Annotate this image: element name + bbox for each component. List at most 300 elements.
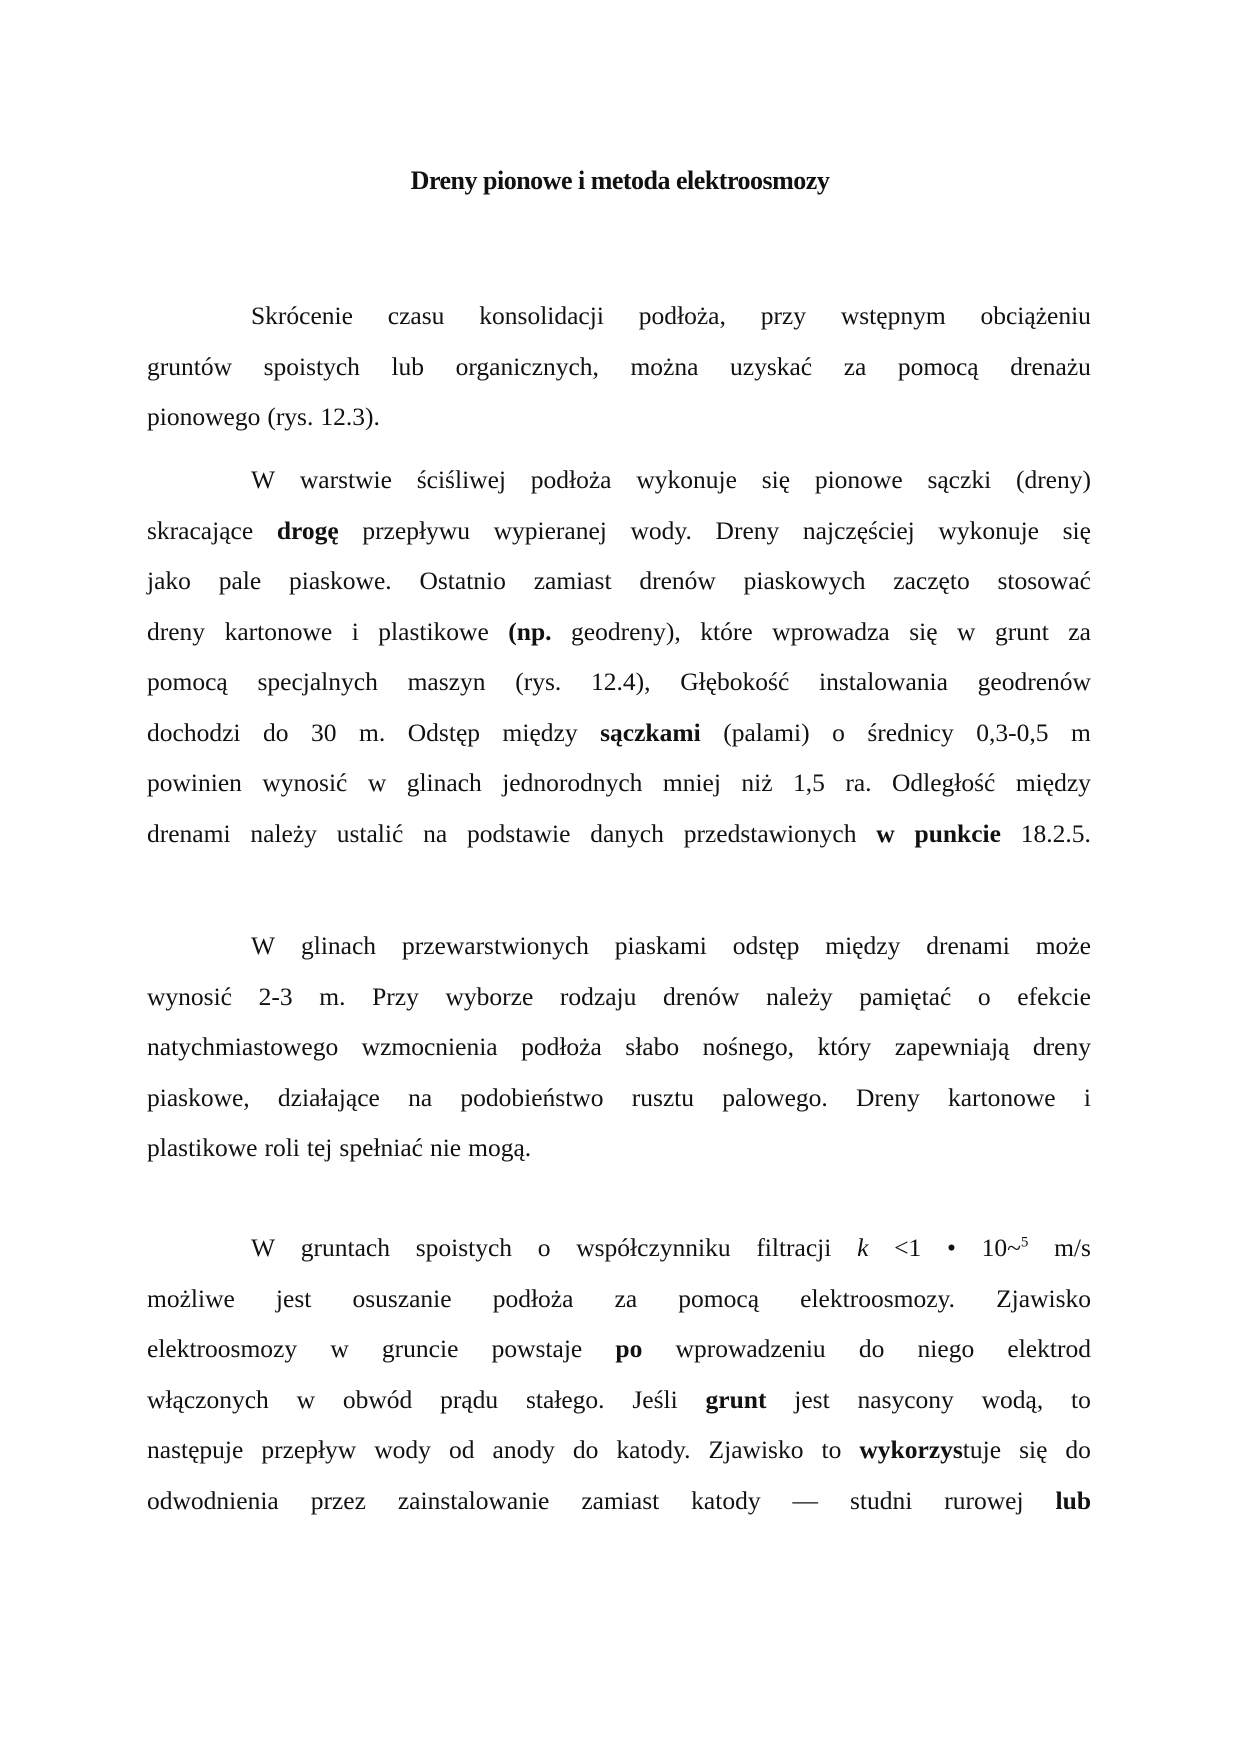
word [251,291,353,342]
text-run: się [1019,1435,1048,1464]
text-run: działające [277,1082,380,1112]
bold-text: w [876,818,895,848]
word [250,809,317,860]
word [147,1375,269,1426]
text-run: może [1035,931,1091,960]
bold-text: po [615,1334,643,1363]
superscript: 5 [1020,1234,1029,1251]
word [440,1375,498,1426]
bold-text: grunt [705,1384,767,1414]
bold-text: (np. [508,616,552,646]
text-run: Zjawisko [996,1283,1091,1313]
text-run: W [251,931,276,960]
word [1021,809,1091,860]
word [278,1073,380,1124]
text-run: zapewniają [894,1032,1010,1061]
text-run: wypieranej [493,515,607,545]
word [508,607,551,658]
text-line [147,1223,1091,1274]
text-run: gruntach [300,1233,390,1262]
word [573,1425,599,1476]
word [821,1425,841,1476]
word [416,1223,512,1274]
word [845,758,871,809]
text-run: jako [147,566,191,595]
text-run: pomocą [897,351,979,381]
text-run: (rys. [267,402,314,431]
text-run: podłoża [492,1283,574,1313]
word [339,1123,423,1174]
text-run: (dreny) [1015,465,1091,494]
text-run: zainstalowanie [397,1485,550,1515]
word [423,809,447,860]
word [957,607,975,658]
word [526,1375,605,1426]
text-run: katody [691,1485,761,1515]
text-run: m/s [1054,1233,1091,1262]
text-run: odstęp [732,931,800,960]
word [730,342,812,393]
bold-text: sączkami [600,717,701,747]
word [257,657,377,708]
text-run: prądu [440,1384,499,1414]
word [417,455,506,506]
text-run: w [367,768,387,797]
text-run: 12.4), [591,667,651,696]
text-run: między [502,717,578,747]
text-run: wyborze [445,981,534,1011]
text-run: katody. [616,1435,691,1464]
word [301,921,376,972]
text-run: wprowadza [772,616,890,646]
text-run: grunt [994,616,1049,646]
paragraph-4 [147,1223,1091,1526]
text-run: piaskowe. [288,566,392,595]
paragraph-2 [147,455,1091,859]
word [576,1223,730,1274]
text-run: ustalić [336,818,404,848]
word [430,1123,461,1174]
word [330,1324,348,1375]
word [147,1274,235,1325]
text-line [147,1375,1091,1426]
text-line [147,1123,1091,1174]
text-run: na [408,1082,433,1112]
text-run: wprowadzeniu [675,1334,826,1363]
text-run: skracające [147,515,254,545]
text-run: zaczęto [893,566,970,595]
word [1019,1425,1047,1476]
word [744,556,866,607]
text-run: podłoża [530,465,612,494]
text-run: sączki [927,465,992,494]
word [147,1476,279,1527]
text-line [147,657,1091,708]
word [1071,1375,1091,1426]
text-line [147,1274,1091,1325]
word [398,1476,550,1527]
text-run: W [251,1233,276,1262]
text-run: gruntów [147,351,232,381]
word [147,657,228,708]
text-run: efekcie [1017,981,1091,1011]
text-run: Głębokość [680,667,790,696]
word [894,1223,921,1274]
word [800,1274,955,1325]
word [300,455,392,506]
word [147,342,232,393]
text-run: możliwe [147,1283,235,1313]
text-run: drenami [926,931,1010,960]
word [844,342,867,393]
text-run: wykonuje [636,465,737,494]
word [352,607,359,658]
text-run: przewarstwionych [401,931,589,960]
text-run: m [1071,717,1091,747]
word [926,921,1010,972]
word [815,455,903,506]
text-run: i [351,616,359,646]
text-run: spoistych [263,351,360,381]
text-run: za [614,1283,638,1313]
word [503,708,578,759]
word [225,607,333,658]
word [591,657,651,708]
word [794,1375,829,1426]
text-run: 10~ [981,1233,1021,1262]
text-run: powstaje [491,1334,583,1363]
word [362,1022,498,1073]
text-run: palowego. [722,1082,828,1112]
text-run: wodą, [981,1384,1044,1414]
word [817,1022,871,1073]
text-run: organicznych, [455,351,599,381]
word [978,972,991,1023]
word [716,506,780,557]
document-title: Dreny pionowe i metoda elektroosmozy [410,166,830,195]
text-run: który [817,1032,872,1061]
text-line [147,506,1091,557]
text-run: za [843,351,867,381]
text-run: wstępnym [840,301,946,330]
bold-text: punkcie [914,818,1001,848]
text-run: do [1065,1435,1091,1464]
text-run: powinien [147,768,242,797]
text-run: i [1083,1082,1091,1112]
text-line [147,291,1091,342]
word [590,809,664,860]
text-run: elektroosmozy [147,1334,298,1363]
word [251,1223,275,1274]
word [918,1324,975,1375]
text-run: pomocą [147,667,228,696]
text-run: — [792,1485,819,1515]
word [147,392,260,443]
text-run: glinach [406,768,482,797]
text-run: m. [319,981,346,1011]
text-run: pionowe [814,465,903,494]
word [147,1022,338,1073]
text-line [147,758,1091,809]
text-run: nie [429,1133,462,1162]
text-run: dreny [147,616,206,646]
word [1084,1073,1091,1124]
word [850,1476,912,1527]
word [493,1274,574,1325]
text-run: następuje [147,1435,244,1464]
word [976,708,1048,759]
text-run: osuszanie [352,1283,452,1313]
word [995,607,1049,658]
word [362,506,470,557]
word [1007,1324,1091,1375]
word [947,1223,956,1274]
bold-text: lub [1055,1485,1091,1515]
text-run: Ostatnio [419,566,506,595]
text-run: spoistych [415,1233,513,1262]
text-run: pamiętać [859,981,952,1011]
text-run: drenażu [1010,351,1091,381]
word [378,607,488,658]
text-run: jest [275,1283,312,1313]
word [663,758,721,809]
text-run: glinach [300,931,377,960]
text-run: konsolidacji [479,301,604,330]
text-run: wykonuje [938,515,1039,545]
word [706,1375,767,1426]
word [534,556,612,607]
word [538,1223,551,1274]
word [147,1324,297,1375]
word [289,556,392,607]
text-run: do [263,717,289,747]
word [219,556,261,607]
word [368,758,386,809]
word [944,1476,1023,1527]
word [343,1375,412,1426]
word [467,809,570,860]
word [262,758,347,809]
paragraph-3 [147,921,1091,1174]
text-run: nośnego, [702,1032,794,1061]
word [374,1425,431,1476]
word [251,921,275,972]
word [625,1022,679,1073]
text-line [147,809,1091,860]
text-run: niego [917,1334,975,1363]
text-run: maszyn [407,667,486,696]
word [521,1022,602,1073]
word [632,1375,677,1426]
bold-text: wykorzys [859,1435,963,1464]
text-run: słabo [625,1032,680,1061]
word [723,708,809,759]
text-run: odwodnienia [147,1485,279,1515]
word [996,1274,1091,1325]
text-run: Jeśli [632,1384,678,1414]
word [722,1073,828,1124]
text-run: czasu [387,301,445,330]
word [147,556,191,607]
text-run: 2-3 [258,981,293,1011]
word [408,657,486,708]
word [948,1073,1056,1124]
text-run: natychmiastowego [147,1032,339,1061]
text-run: podstawie [467,818,571,848]
word [388,291,445,342]
text-run: jednorodnych [502,768,643,797]
text-run: anody [492,1435,555,1464]
text-run: należy [250,818,317,848]
word [909,607,937,658]
text-run: wynosić [262,768,348,797]
text-line [147,708,1091,759]
word [147,607,205,658]
text-run: w [957,616,976,646]
word [825,921,900,972]
text-run: (palami) [723,717,810,747]
text-run: podobieństwo [460,1082,604,1112]
italic-text: k [857,1233,869,1262]
text-run: Odstęp [407,717,481,747]
word [615,1324,642,1375]
text-run: niż [741,768,773,797]
word [766,972,833,1023]
text-run: gruncie [381,1334,459,1363]
word [1010,342,1091,393]
word [615,1274,638,1325]
word [680,657,789,708]
text-run: plastikowe [378,616,489,646]
text-line [147,1324,1091,1375]
text-run: obciążeniu [980,301,1091,330]
word [856,1073,920,1124]
text-run: ściśliwej [416,465,506,494]
text-run: między [825,931,901,960]
word [263,708,289,759]
word [1016,758,1091,809]
word [531,455,612,506]
text-run: kartonowe [947,1082,1056,1112]
text-run: między [1015,768,1091,797]
text-run: podłoża, [638,301,726,330]
text-line [147,1425,1091,1476]
text-run: o [832,717,845,747]
word [581,1476,659,1527]
word [676,1324,826,1375]
text-run: do [858,1334,885,1363]
word [147,809,231,860]
text-line [147,607,1091,658]
word [1016,455,1091,506]
word [684,809,857,860]
word [998,556,1091,607]
word [630,342,698,393]
text-run: należy [766,981,833,1011]
word [639,556,715,607]
word [259,972,293,1023]
text-run: przedstawionych [683,818,857,848]
text-run: uzyskać [730,351,813,381]
text-line [147,1476,1091,1527]
word [264,1123,299,1174]
word [560,972,636,1023]
word [980,291,1090,342]
word [408,1073,432,1124]
word [267,392,313,443]
text-line [147,455,1091,506]
text-run: przepływu [362,515,470,545]
word [419,556,505,607]
word [892,758,995,809]
text-run: • [946,1233,956,1262]
word [1036,921,1091,972]
text-run: lub [391,351,425,381]
word [337,809,404,860]
word [449,1425,475,1476]
text-run: pale [218,566,262,595]
word [502,758,642,809]
word [311,1476,366,1527]
word [1071,708,1091,759]
text-run: od [448,1435,475,1464]
text-run: (rys. [515,667,562,696]
text-run: dreny [1032,1032,1091,1061]
text-run: m. [359,717,386,747]
word [631,506,692,557]
word [898,342,979,393]
text-run: mogą. [468,1133,532,1162]
text-line [147,972,1091,1023]
word [147,1073,250,1124]
text-run: można [630,351,699,381]
word [819,657,948,708]
text-run: które [700,616,753,646]
text-run: się [1062,515,1091,545]
word [1033,1022,1091,1073]
text-run: o [537,1233,551,1262]
text-run: stałego. [525,1384,605,1414]
word [600,708,701,759]
text-run: kartonowe [224,616,333,646]
text-run: włączonych [147,1384,269,1414]
text-run: <1 [894,1233,922,1262]
word [893,556,969,607]
word [297,1375,315,1426]
word [1054,1223,1091,1274]
word [492,1324,583,1375]
text-run: Odległość [891,768,996,797]
word [372,972,419,1023]
text-run: filtracji [756,1233,832,1262]
text-run: instalowania [819,667,948,696]
text-run: Zjawisko [708,1435,804,1464]
word [1068,607,1091,658]
word [691,1476,760,1527]
text-run: wody. [630,515,692,545]
text-run: pionowego [147,402,261,431]
text-run: pomocą [678,1283,760,1313]
word [319,972,345,1023]
bold-text: drogę [276,515,339,545]
word [493,1425,555,1476]
text-run: 0,3-0,5 [976,717,1049,747]
word [456,342,599,393]
word [460,1073,603,1124]
text-run: piaskowych [743,566,866,595]
word [832,708,845,759]
text-run: plastikowe [147,1133,258,1162]
